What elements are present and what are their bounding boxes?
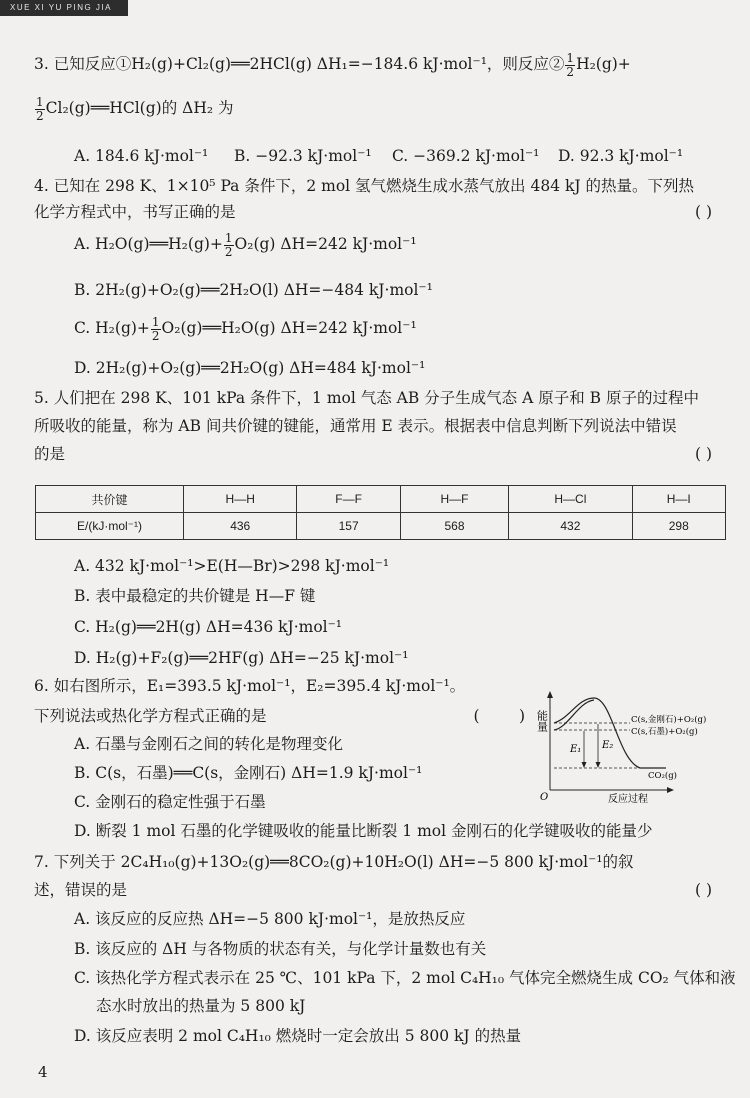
q7-option-c-cont: 态水时放出的热量为 5 800 kJ: [96, 997, 306, 1015]
product-label: CO₂(g): [648, 771, 677, 781]
diamond-label: C(s,金刚石)+O₂(g): [631, 715, 707, 725]
table-header-row: [36, 486, 726, 513]
q6-option-b[interactable]: B. C(s，石墨)══C(s，金刚石) ΔH=1.9 kJ·mol⁻¹: [74, 764, 423, 782]
graphite-label: C(s,石墨)+O₂(g): [631, 727, 698, 737]
arrow-down-icon: [582, 762, 587, 768]
q3-option-c[interactable]: C. −369.2 kJ·mol⁻¹: [392, 147, 540, 165]
q3-option-b[interactable]: B. −92.3 kJ·mol⁻¹: [234, 147, 372, 165]
y-axis-arrow-icon: [547, 691, 553, 698]
q6-option-c[interactable]: C. 金刚石的稳定性强于石墨: [74, 793, 266, 811]
q7-option-c[interactable]: C. 该热化学方程式表示在 25 ℃、101 kPa 下，2 mol C₄H₁₀ 气体完全燃烧生成 CO₂ 气体和液: [74, 969, 736, 987]
fraction: $\frac{1}{2}$: [224, 231, 233, 259]
arrow-down-icon: [596, 762, 601, 768]
question-5-line-1: 5. 人们把在 298 K、101 kPa 条件下，1 mol 气态 AB 分子生成气态 A 原子和 B 原子的过程中: [34, 389, 699, 407]
table-cell: 共价键: [36, 486, 184, 513]
table-cell: H—I: [632, 486, 725, 513]
q4-option-c[interactable]: C. H₂(g)+ $\frac{1}{2}$ O₂(g)══H₂O(g) ΔH=242 kJ·mol⁻¹: [74, 315, 417, 343]
e1-label: E₁: [570, 744, 582, 755]
table-cell: 432: [509, 513, 632, 540]
diagram-origin: O: [540, 792, 549, 803]
question-6-line-1: 6. 如右图所示，E₁=393.5 kJ·mol⁻¹，E₂=395.4 kJ·mol⁻¹。: [34, 677, 466, 695]
energy-curve-graphite: [554, 700, 594, 730]
q7-option-d[interactable]: D. 该反应表明 2 mol C₄H₁₀ 燃烧时一定会放出 5 800 kJ 的热量: [74, 1027, 522, 1045]
question-4-line-2: 化学方程式中，书写正确的是: [34, 203, 236, 221]
q5-option-d[interactable]: D. H₂(g)+F₂(g)══2HF(g) ΔH=−25 kJ·mol⁻¹: [74, 649, 409, 667]
bond-energy-table: [35, 485, 726, 540]
q5-option-a[interactable]: A. 432 kJ·mol⁻¹>E(H—Br)>298 kJ·mol⁻¹: [74, 557, 390, 575]
q6-option-d[interactable]: D. 断裂 1 mol 石墨的化学键吸收的能量比断裂 1 mol 金刚石的化学键吸收的能量少: [74, 822, 653, 840]
q7-option-a[interactable]: A. 该反应的反应热 ΔH=−5 800 kJ·mol⁻¹，是放热反应: [74, 910, 466, 928]
q4-option-d[interactable]: D. 2H₂(g)+O₂(g)══2H₂O(g) ΔH=484 kJ·mol⁻¹: [74, 359, 426, 377]
q4-option-a[interactable]: A. H₂O(g)══H₂(g)+ $\frac{1}{2}$ O₂(g) ΔH=242 kJ·mol⁻¹: [74, 231, 417, 259]
q7-option-b[interactable]: B. 该反应的 ΔH 与各物质的状态有关，与化学计量数也有关: [74, 940, 487, 958]
table-cell: 568: [400, 513, 508, 540]
running-head: XUE XI YU PING JIA: [0, 0, 128, 16]
fraction: $\frac{1}{2}$: [566, 51, 575, 79]
q5-option-c[interactable]: C. H₂(g)══2H(g) ΔH=436 kJ·mol⁻¹: [74, 618, 343, 636]
diagram-y-label: 能量: [535, 710, 549, 732]
table-row: [36, 513, 726, 540]
question-7-line-1: 7. 下列关于 2C₄H₁₀(g)+13O₂(g)══8CO₂(g)+10H₂O(l) ΔH=−5 800 kJ·mol⁻¹的叙: [34, 853, 634, 871]
question-6-line-2: 下列说法或热化学方程式正确的是: [34, 707, 267, 725]
table-cell: H—Cl: [509, 486, 632, 513]
q5-answer-bracket[interactable]: ( ): [694, 445, 712, 463]
question-4-line-1: 4. 已知在 298 K、1×10⁵ Pa 条件下，2 mol 氢气燃烧生成水蒸气放出 484 kJ 的热量。下列热: [34, 177, 695, 195]
table-cell: H—F: [400, 486, 508, 513]
table-cell: 436: [184, 513, 297, 540]
table-cell: F—F: [297, 486, 400, 513]
q7-answer-bracket[interactable]: ( ): [694, 881, 712, 899]
q4-answer-bracket[interactable]: ( ): [694, 203, 712, 221]
q6-option-a[interactable]: A. 石墨与金刚石之间的转化是物理变化: [74, 735, 344, 753]
question-7-line-2: 述，错误的是: [34, 881, 128, 899]
page-number: 4: [38, 1063, 48, 1081]
question-5-line-2: 所吸收的能量，称为 AB 间共价键的键能，通常用 E 表示。根据表中信息判断下列说法中错误: [34, 417, 677, 435]
e2-label: E₂: [602, 740, 614, 751]
table-cell: 298: [632, 513, 725, 540]
q5-option-b[interactable]: B. 表中最稳定的共价键是 H—F 键: [74, 587, 316, 605]
energy-diagram: [535, 690, 730, 805]
table-cell: H—H: [184, 486, 297, 513]
diagram-x-label: 反应过程: [608, 794, 648, 805]
q6-answer-bracket[interactable]: ( ): [473, 707, 525, 725]
fraction: $\frac{1}{2}$: [36, 95, 44, 123]
fraction: $\frac{1}{2}$: [151, 315, 160, 343]
q4-option-b[interactable]: B. 2H₂(g)+O₂(g)══2H₂O(l) ΔH=−484 kJ·mol⁻¹: [74, 281, 433, 299]
x-axis-arrow-icon: [667, 787, 674, 793]
question-5-line-3: 的是: [34, 445, 66, 463]
table-cell: E/(kJ·mol⁻¹): [36, 513, 184, 540]
table-cell: 157: [297, 513, 400, 540]
q3-option-a[interactable]: A. 184.6 kJ·mol⁻¹: [74, 147, 209, 165]
q3-option-d[interactable]: D. 92.3 kJ·mol⁻¹: [558, 147, 684, 165]
question-3-line-1: 3. 已知反应①H₂(g)+Cl₂(g)══2HCl(g) ΔH₁=−184.6 kJ·mol⁻¹，则反应② $\frac{1}{2}$ H₂(g)+: [34, 51, 631, 79]
question-3-line-2: $\frac{1}{2}$ Cl₂(g)══HCl(g)的 ΔH₂ 为: [36, 95, 234, 123]
